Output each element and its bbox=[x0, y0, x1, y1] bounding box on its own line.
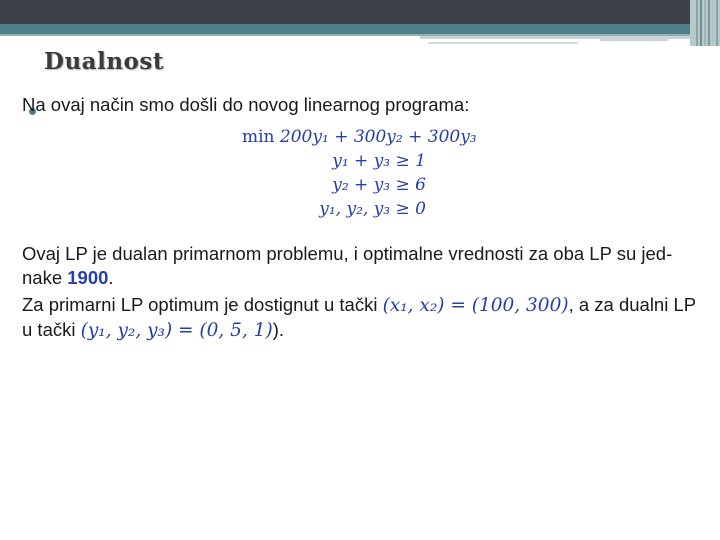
duality-text: Ovaj LP je dualan primarnom problemu, i optimalne vrednosti za oba LP su jed-nake bbox=[22, 243, 673, 288]
lp-min-word: min bbox=[242, 127, 275, 147]
optimum-paragraph bbox=[22, 293, 706, 343]
lp-nonnegativity-text: y₁, y₂, y₃ ≥ 0 bbox=[319, 199, 426, 219]
lp-intro-text: Na ovaj način smo došli do novog linearnog programa: bbox=[22, 94, 470, 115]
lp-objective bbox=[236, 127, 496, 151]
optimal-value: 1900 bbox=[67, 267, 109, 288]
lp-constraint-1-text: y₁ + y₃ ≥ 1 bbox=[332, 151, 426, 171]
slide-title: Dualnost bbox=[44, 48, 164, 75]
duality-text-end: . bbox=[108, 267, 114, 288]
dual-lp-block bbox=[236, 127, 496, 223]
lp-constraint-2-text: y₂ + y₃ ≥ 6 bbox=[332, 175, 426, 195]
optimum-text-3: ). bbox=[272, 319, 285, 340]
lp-constraint-2 bbox=[236, 175, 496, 199]
optimum-text-2: , a za dualni LP u tački bbox=[22, 294, 696, 340]
optimum-text-1: Za primarni LP optimum je dostignut u tački bbox=[22, 294, 383, 315]
dual-optimum-point: (y₁, y₂, y₃) = (0, 5, 1) bbox=[80, 320, 273, 341]
lp-constraint-1 bbox=[236, 151, 496, 175]
top-decorative-bar bbox=[0, 0, 720, 46]
duality-paragraph bbox=[22, 242, 706, 290]
lp-objective-expression: 200y₁ + 300y₂ + 300y₃ bbox=[279, 127, 477, 147]
primal-optimum-point: (x₁, x₂) = (100, 300) bbox=[382, 295, 569, 316]
lp-nonnegativity bbox=[236, 199, 496, 223]
